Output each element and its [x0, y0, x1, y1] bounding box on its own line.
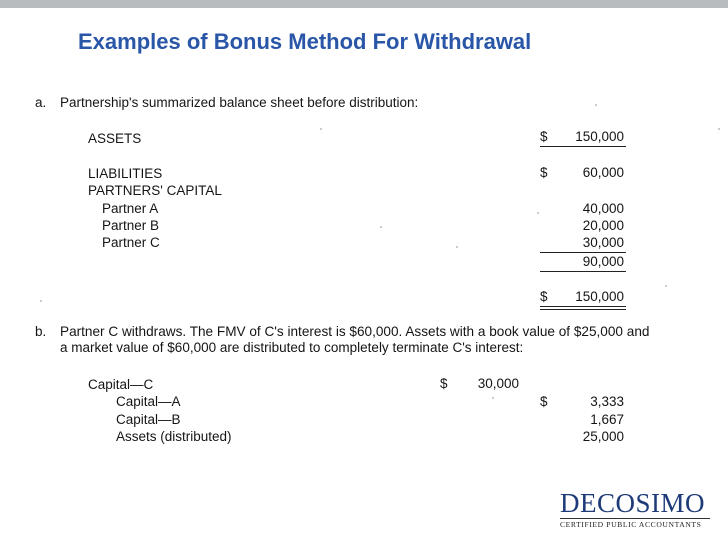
top-bar — [0, 0, 728, 8]
scan-speck — [40, 300, 42, 302]
partner-c-label: Partner C — [102, 235, 160, 250]
total-underline-2 — [540, 309, 626, 310]
assets-label: ASSETS — [88, 131, 142, 146]
partner-a-label: Partner A — [102, 201, 159, 216]
scan-speck — [320, 128, 322, 130]
journal-credit-value-a: 3,333 — [590, 394, 624, 409]
partners-capital-label: PARTNERS' CAPITAL — [88, 183, 222, 198]
scan-speck — [492, 397, 494, 399]
journal-debit-value: 30,000 — [477, 376, 519, 391]
partner-a-value: 40,000 — [582, 201, 624, 216]
journal-credit-value-assets: 25,000 — [582, 429, 624, 444]
total-dollar: $ — [540, 289, 548, 304]
scan-speck — [456, 246, 458, 248]
journal-debit-label: Capital—C — [88, 377, 154, 392]
part-b-line-1: Partner C withdraws. The FMV of C's interest is $60,000. Assets with a book value of $25,000 and — [60, 324, 650, 339]
scan-speck — [595, 104, 597, 106]
journal-credit-dollar-a: $ — [540, 394, 548, 409]
total-underline-1 — [540, 306, 626, 307]
partner-b-value: 20,000 — [582, 218, 624, 233]
scan-speck — [380, 226, 382, 228]
scan-speck — [665, 285, 667, 287]
total-value: 150,000 — [575, 289, 624, 304]
liabilities-value: 60,000 — [582, 165, 624, 180]
capital-total-value: 90,000 — [582, 254, 624, 269]
journal-debit-dollar: $ — [440, 376, 448, 391]
assets-value: 150,000 — [575, 129, 624, 144]
part-b-line-2: a market value of $60,000 are distributed to completely terminate C's interest: — [60, 340, 524, 355]
partners-underline — [540, 252, 626, 253]
assets-underline — [540, 146, 626, 147]
capital-total-underline — [540, 271, 626, 272]
scan-speck — [718, 128, 720, 130]
logo-name: DECOSIMO — [560, 488, 706, 518]
part-b-marker: b. — [35, 324, 47, 339]
journal-credit-label-assets: Assets (distributed) — [116, 429, 232, 444]
journal-credit-value-b: 1,667 — [590, 412, 624, 427]
journal-credit-label-a: Capital—A — [116, 394, 181, 409]
part-a-marker: a. — [35, 95, 47, 110]
part-a-heading: Partnership's summarized balance sheet before distribution: — [60, 95, 419, 110]
journal-credit-label-b: Capital—B — [116, 412, 181, 427]
slide-title: Examples of Bonus Method For Withdrawal — [78, 29, 532, 54]
assets-dollar: $ — [540, 129, 548, 144]
logo-tagline: CERTIFIED PUBLIC ACCOUNTANTS — [560, 518, 710, 529]
partner-c-value: 30,000 — [582, 235, 624, 250]
scan-speck — [537, 212, 539, 214]
liabilities-label: LIABILITIES — [88, 166, 163, 181]
decosimo-logo — [560, 489, 710, 529]
partner-b-label: Partner B — [102, 218, 160, 233]
liabilities-dollar: $ — [540, 165, 548, 180]
